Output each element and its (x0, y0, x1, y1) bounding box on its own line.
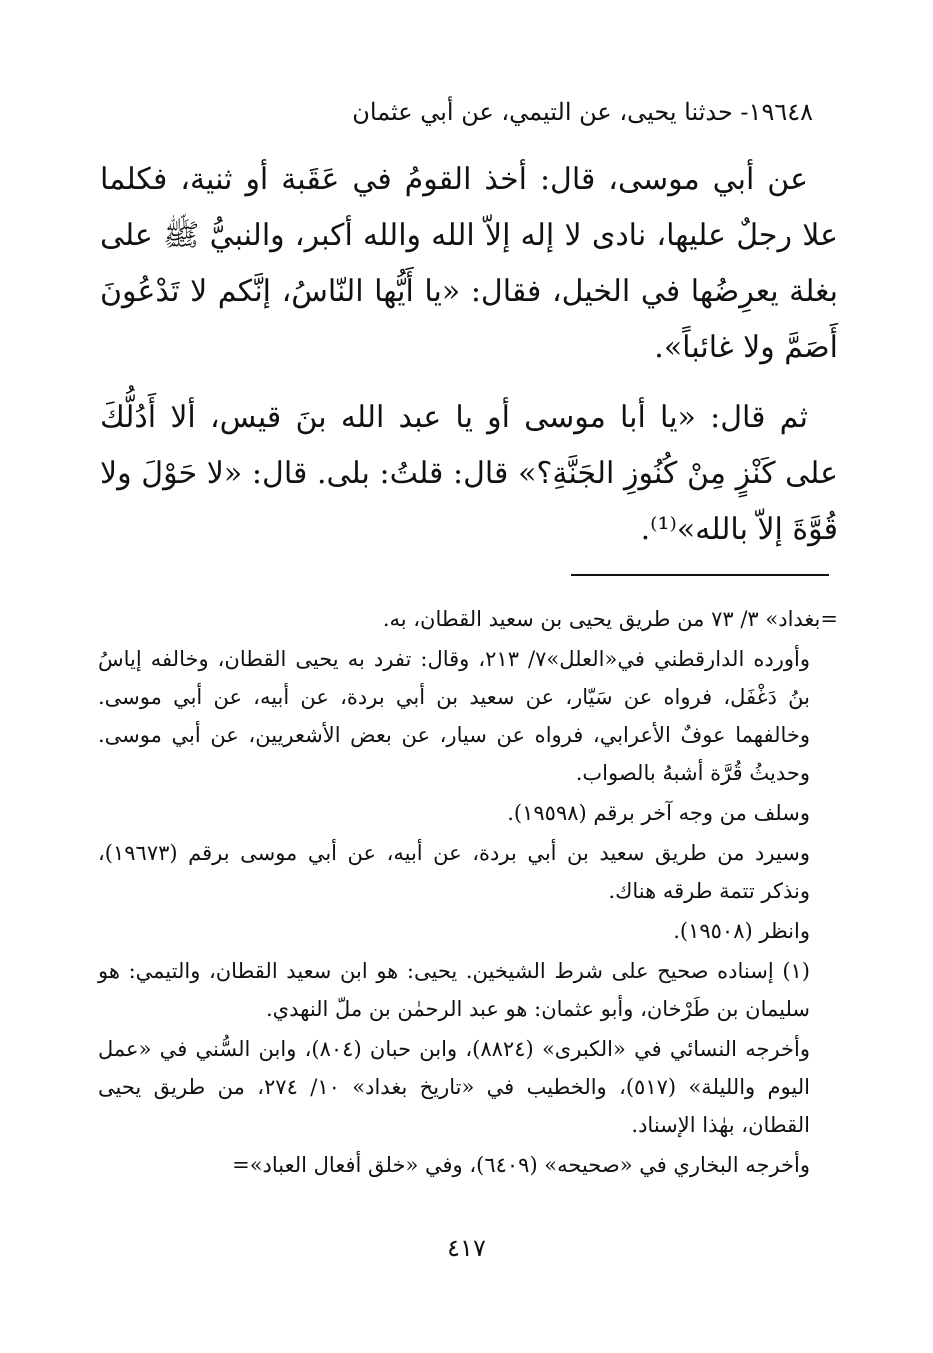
footnote-paragraph: =بغداد» ٣/ ٧٣ من طريق يحيى بن سعيد القطان، به. (382, 607, 838, 631)
hadith-paragraph-text: عن أبي موسى، قال: أخذ القومُ في عَقَبة أو ثنية، فكلما علا رجلٌ عليها، نادى لا إله إلاّ الله والله أكبر، والنبيُّ ﷺ على بغلة يعرِضُها في الخيل، فقال: «يا أَيُّها النّاسُ، إنَّكم لا تَدْعُونَ أَصَمَّ ولا غائباً». (100, 162, 838, 365)
hadith-paragraph (100, 152, 838, 376)
footnote-paragraph: وسلف من وجه آخر برقم (١٩٥٩٨). (507, 801, 810, 825)
footnote-paragraph: وأخرجه البخاري في «صحيحه» (٦٤٠٩)، وفي «خلق أفعال العباد»= (232, 1153, 810, 1177)
hadith-text (100, 152, 838, 558)
footnote-paragraph: وأخرجه النسائي في «الكبرى» (٨٨٢٤)، وابن حبان (٨٠٤)، وابن السُّني في «عمل اليوم والليلة» (٥١٧)، والخطيب في «تاريخ بغداد» ١٠/ ٢٧٤، من طريق يحيى القطان، بهٰذا الإسناد. (98, 1037, 810, 1137)
footnote-paragraph: (١) إسناده صحيح على شرط الشيخين. يحيى: هو ابن سعيد القطان، والتيمي: هو سليمان بن طَرْخان، وأبو عثمان: هو عبد الرحمٰن بن ملّ النهدي. (98, 959, 810, 1021)
footnote-separator (571, 574, 829, 576)
footnotes (98, 600, 838, 1184)
footnote-paragraph: وأورده الدارقطني في«العلل»٧/ ٢١٣، وقال: تفرد به يحيى القطان، وخالفه إياسُ بنُ دَغْفَل، فرواه عن سَيّار، عن سعيد بن أبي بردة، عن أبيه، عن أبي موسى. وخالفهما عوفٌ الأعرابي، فرواه عن سيار، عن بعض الأشعريين، عن أبي موسى. وحديثُ قُرَّة أشبهُ بالصواب. (98, 647, 810, 785)
footnote-paragraph: وانظر (١٩٥٠٨). (673, 919, 810, 943)
page-number: ٤١٧ (447, 1234, 486, 1262)
hadith-heading: ١٩٦٤٨- حدثنا يحيى، عن التيمي، عن أبي عثمان (352, 98, 813, 126)
hadith-paragraph-text: ثم قال: «يا أبا موسى أو يا عبد الله بنَ قيس، ألا أَدُلُّكَ على كَنْزٍ مِنْ كُنُوزِ الجَنَّةِ؟» قال: قلتُ: بلى. قال: «لا حَوْلَ ولا قُوَّةَ إلاّ بالله»⁽¹⁾. (100, 400, 838, 547)
footnote-paragraph: وسيرد من طريق سعيد بن أبي بردة، عن أبيه، عن أبي موسى برقم (١٩٦٧٣)، ونذكر تتمة طرقه هناك. (98, 841, 810, 903)
hadith-paragraph (100, 390, 838, 558)
